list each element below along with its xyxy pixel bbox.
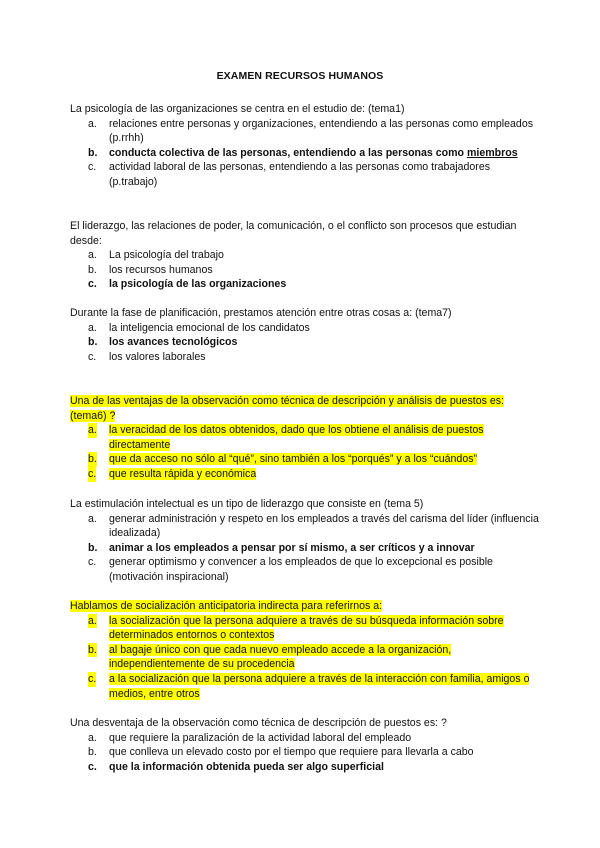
question-2-text: El liderazgo, las relaciones de poder, la comunicación, o el conflicto son procesos que estudian desde: [70, 220, 517, 247]
question-7-option-b: b. que conlleva un elevado costo por el tiempo que requiere para llevarla a cabo [88, 746, 474, 759]
question-7-options [70, 731, 540, 775]
question-4-option-a: a. la veracidad de los datos obtenidos, dado que los obtiene el análisis de puestos directamente [88, 424, 484, 451]
question-1-options [70, 117, 540, 190]
question-6 [70, 599, 540, 701]
question-3-option-c: c. los valores laborales [88, 350, 206, 363]
question-5-option-a: a. generar administración y respeto en los empleados a través del carisma del líder (influencia idealizada) [88, 512, 539, 540]
question-2 [70, 219, 540, 292]
question-4-options [70, 423, 540, 481]
question-3-option-b: b. los avances tecnológicos [88, 336, 238, 349]
question-5-options [70, 512, 540, 585]
question-1-option-c: c. actividad laboral de las personas, entendiendo a las personas como trabajadores (p.trabajo) [88, 161, 491, 188]
question-1-option-b: b. conducta colectiva de las personas, entendiendo a las personas como miembros [88, 146, 518, 159]
question-2-option-a: a. La psicología del trabajo [88, 249, 224, 262]
question-3 [70, 306, 540, 364]
question-6-option-a: a. la socialización que la persona adquiere a través de su búsqueda información sobre determinados entornos o contextos [88, 614, 504, 642]
question-4 [70, 394, 540, 482]
question-3-options [70, 321, 540, 365]
question-5-text: La estimulación intelectual es un tipo de liderazgo que consiste en (tema 5) [70, 498, 424, 510]
question-2-options [70, 248, 540, 292]
question-2-option-b: b. los recursos humanos [88, 263, 213, 276]
question-4-option-b: b. que da acceso no sólo al “qué”, sino también a los “porqués” y a los “cuándos” [88, 453, 478, 466]
question-7-option-a: a. que requiere la paralización de la actividad laboral del empleado [88, 731, 412, 744]
question-6-text: Hablamos de socialización anticipatoria indirecta para referirnos a: [70, 600, 383, 612]
question-2-option-c: c. la psicología de las organizaciones [88, 278, 287, 291]
question-7-text: Una desventaja de la observación como técnica de descripción de puestos es: ? [70, 717, 447, 729]
question-3-text: Durante la fase de planificación, prestamos atención entre otras cosas a: (tema7) [70, 307, 452, 319]
question-1-option-b-underlined: miembros [466, 146, 518, 159]
question-7 [70, 716, 540, 774]
question-4-option-c: c. que resulta rápida y económica [88, 467, 257, 480]
question-6-option-c: c. a la socialización que la persona adquiere a través de la interacción con familia, amigos o medios, entre otros [88, 672, 530, 700]
question-1-option-a: a. relaciones entre personas y organizaciones, entendiendo a las personas como empleados (p.rrhh) [88, 117, 534, 145]
question-6-options [70, 614, 540, 702]
question-5-option-c: c. generar optimismo y convencer a los empleados de que lo excepcional es posible (motivación inspiracional) [88, 556, 493, 583]
question-4-text: Una de las ventajas de la observación como técnica de descripción y análisis de puestos es: (tema6) ? [70, 395, 505, 422]
question-5 [70, 497, 540, 585]
question-3-option-a: a. la inteligencia emocional de los candidatos [88, 321, 310, 334]
question-6-option-b: b. al bagaje único con que cada nuevo empleado accede a la organización, independientemente de su procedencia [88, 643, 452, 671]
document-title: EXAMEN RECURSOS HUMANOS [216, 70, 384, 82]
question-1 [70, 102, 540, 190]
question-5-option-b: b. animar a los empleados a pensar por sí mismo, a ser críticos y a innovar [88, 541, 475, 554]
question-7-option-c: c. que la información obtenida pueda ser algo superficial [88, 760, 384, 773]
question-1-text: La psicología de las organizaciones se centra en el estudio de: (tema1) [70, 103, 405, 115]
